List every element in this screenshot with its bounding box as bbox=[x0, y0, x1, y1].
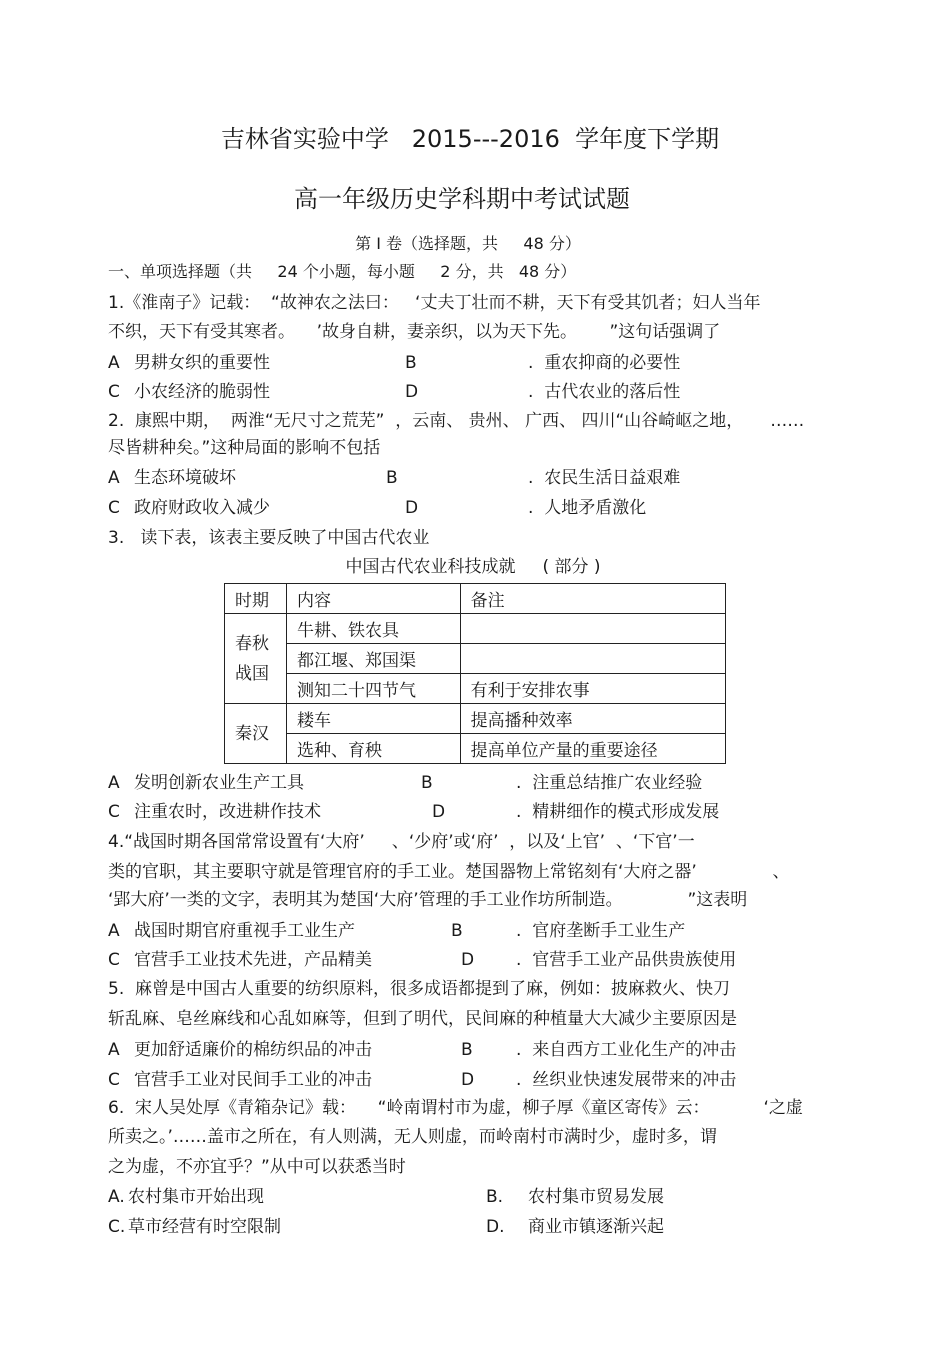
question-stem-line: 1.《淮南子》记载： “故神农之法曰： ‘丈夫丁壮而不耕，天下有受其饥者；妇人当年 bbox=[108, 293, 761, 313]
exam-title-line2: 高一年级历史学科期中考试试题 bbox=[294, 185, 630, 213]
option-text: . 人地矛盾激化 bbox=[528, 498, 647, 518]
content-cell: 选种、育秧 bbox=[286, 734, 460, 764]
content-cell: 测知二十四节气 bbox=[286, 674, 460, 704]
column-header: 内容 bbox=[286, 584, 460, 614]
period-cell: 春秋 战国 bbox=[225, 614, 287, 704]
option-text: . 古代农业的落后性 bbox=[528, 382, 681, 402]
option-key: D. bbox=[486, 1217, 505, 1237]
option-text: . 农民生活日益艰难 bbox=[528, 468, 681, 488]
note-cell: 提高单位产量的重要途径 bbox=[460, 734, 725, 764]
option-text: 农村集市贸易发展 bbox=[528, 1187, 664, 1207]
table-caption: 中国古代农业科技成就 ( 部分 ) bbox=[345, 557, 601, 577]
option-key: A bbox=[108, 1040, 120, 1060]
option-key: B bbox=[405, 353, 417, 373]
question-stem-line: 所卖之。’……盖市之所在，有人则满，无人则虚，而岭南村市满时少，虚时多，谓 bbox=[108, 1127, 717, 1147]
option-key: A bbox=[108, 468, 120, 488]
option-text: 注重农时，改进耕作技术 bbox=[134, 802, 321, 822]
option-text: 官营手工业技术先进，产品精美 bbox=[134, 950, 372, 970]
option-text: . 重农抑商的必要性 bbox=[528, 353, 681, 373]
exam-title-line1: 吉林省实验中学 2015---2016 学年度下学期 bbox=[220, 125, 720, 153]
option-key: C bbox=[108, 1070, 120, 1090]
column-header: 时期 bbox=[225, 584, 287, 614]
option-text: 官营手工业对民间手工业的冲击 bbox=[134, 1070, 372, 1090]
question-stem-line: 之为虚，不亦宜乎？”从中可以获悉当时 bbox=[108, 1157, 406, 1177]
table-row bbox=[225, 674, 726, 704]
question-stem-line: 2. 康熙中期， 两淮“无尺寸之荒芜” ，云南、 贵州、 广西、 四川“山谷崎岖之地， …… bbox=[108, 411, 805, 431]
period-cell: 秦汉 bbox=[225, 704, 287, 764]
option-key: A bbox=[108, 773, 120, 793]
option-key: C. bbox=[108, 1217, 126, 1237]
option-text-value: 人地矛盾激化 bbox=[544, 498, 647, 518]
question-stem-line: 斩乱麻、皂丝麻线和心乱如麻等，但到了明代，民间麻的种植量大大减少主要原因是 bbox=[108, 1009, 737, 1029]
option-text-value: 官营手工业产品供贵族使用 bbox=[532, 950, 737, 970]
option-key: C bbox=[108, 802, 120, 822]
section-heading: 一、单项选择题（共 24 个小题，每小题 2 分，共 48 分） bbox=[108, 262, 577, 281]
question-stem-line: 尽皆耕种矣。”这种局面的影响不包括 bbox=[108, 438, 381, 458]
option-text: 战国时期官府重视手工业生产 bbox=[134, 921, 355, 941]
option-key: D bbox=[461, 950, 475, 970]
agriculture-table bbox=[224, 583, 726, 764]
option-text-value: 重农抑商的必要性 bbox=[544, 353, 681, 373]
option-key: D bbox=[461, 1070, 475, 1090]
option-key: B bbox=[451, 921, 463, 941]
question-stem-line: 4.“战国时期各国常常设置有‘大府’ 、‘少府’或‘府’ ，以及‘上官’ 、‘下官’一 bbox=[108, 832, 695, 852]
option-text-value: 官府垄断手工业生产 bbox=[532, 921, 686, 941]
option-text: . 注重总结推广农业经验 bbox=[516, 773, 703, 793]
column-header: 备注 bbox=[460, 584, 725, 614]
table-row bbox=[225, 614, 726, 644]
question-stem-line: 类的官职，其主要职守就是管理官府的手工业。楚国器物上常铭刻有‘大府之器’ 、 bbox=[108, 862, 790, 882]
option-text: . 来自西方工业化生产的冲击 bbox=[516, 1040, 737, 1060]
option-key: A bbox=[108, 353, 120, 373]
option-text: . 丝织业快速发展带来的冲击 bbox=[516, 1070, 737, 1090]
content-cell: 都江堰、郑国渠 bbox=[286, 644, 460, 674]
option-key: D bbox=[405, 382, 419, 402]
option-text: 发明创新农业生产工具 bbox=[134, 773, 304, 793]
option-text: 政府财政收入减少 bbox=[134, 498, 270, 518]
note-cell: 有利于安排农事 bbox=[460, 674, 725, 704]
option-text: . 官府垄断手工业生产 bbox=[516, 921, 686, 941]
table-row bbox=[225, 704, 726, 734]
table-header-row bbox=[225, 584, 726, 614]
option-text-value: 来自西方工业化生产的冲击 bbox=[532, 1040, 737, 1060]
question-stem-line: 不织，天下有受其寒者。 ’故身自耕，妻亲织，以为天下先。 ”这句话强调了 bbox=[108, 322, 721, 342]
option-text-value: 精耕细作的模式形成发展 bbox=[532, 802, 720, 822]
option-text: 更加舒适廉价的棉纺织品的冲击 bbox=[134, 1040, 372, 1060]
option-text: 农村集市开始出现 bbox=[128, 1187, 264, 1207]
option-text: . 精耕细作的模式形成发展 bbox=[516, 802, 720, 822]
option-text-value: 注重总结推广农业经验 bbox=[532, 773, 703, 793]
option-key: A. bbox=[108, 1187, 125, 1207]
option-key: C bbox=[108, 950, 120, 970]
option-key: C bbox=[108, 382, 120, 402]
option-key: B bbox=[386, 468, 398, 488]
option-text-value: 丝织业快速发展带来的冲击 bbox=[532, 1070, 737, 1090]
option-key: B. bbox=[486, 1187, 504, 1207]
option-text: 小农经济的脆弱性 bbox=[134, 382, 270, 402]
table-row bbox=[225, 734, 726, 764]
content-cell: 耧车 bbox=[286, 704, 460, 734]
note-cell: 提高播种效率 bbox=[460, 704, 725, 734]
question-stem-line: 6. 宋人吴处厚《青箱杂记》载： “岭南谓村市为虚，柳子厚《童区寄传》云： ‘之虚 bbox=[108, 1098, 803, 1118]
question-stem-line: 5. 麻曾是中国古人重要的纺织原料，很多成语都提到了麻，例如：披麻救火、快刀 bbox=[108, 979, 731, 999]
note-cell bbox=[460, 644, 725, 674]
content-cell: 牛耕、铁农具 bbox=[286, 614, 460, 644]
table-row bbox=[225, 644, 726, 674]
option-text-value: 农民生活日益艰难 bbox=[544, 468, 681, 488]
option-key: D bbox=[432, 802, 446, 822]
option-key: B bbox=[461, 1040, 473, 1060]
option-text-value: 古代农业的落后性 bbox=[544, 382, 681, 402]
option-text: 男耕女织的重要性 bbox=[134, 353, 270, 373]
question-stem-line: 3. 读下表，该表主要反映了中国古代农业 bbox=[108, 528, 430, 548]
volume-heading: 第 I 卷（选择题，共 48 分） bbox=[355, 234, 581, 253]
option-key: A bbox=[108, 921, 120, 941]
note-cell bbox=[460, 614, 725, 644]
option-text: 草市经营有时空限制 bbox=[128, 1217, 281, 1237]
option-text: 生态环境破坏 bbox=[134, 468, 236, 488]
option-key: B bbox=[421, 773, 433, 793]
option-key: C bbox=[108, 498, 120, 518]
option-text: 商业市镇逐渐兴起 bbox=[528, 1217, 664, 1237]
option-text: . 官营手工业产品供贵族使用 bbox=[516, 950, 737, 970]
question-stem-line: ‘郢大府’一类的文字，表明其为楚国‘大府’管理的手工业作坊所制造。 ”这表明 bbox=[108, 890, 748, 910]
option-key: D bbox=[405, 498, 419, 518]
